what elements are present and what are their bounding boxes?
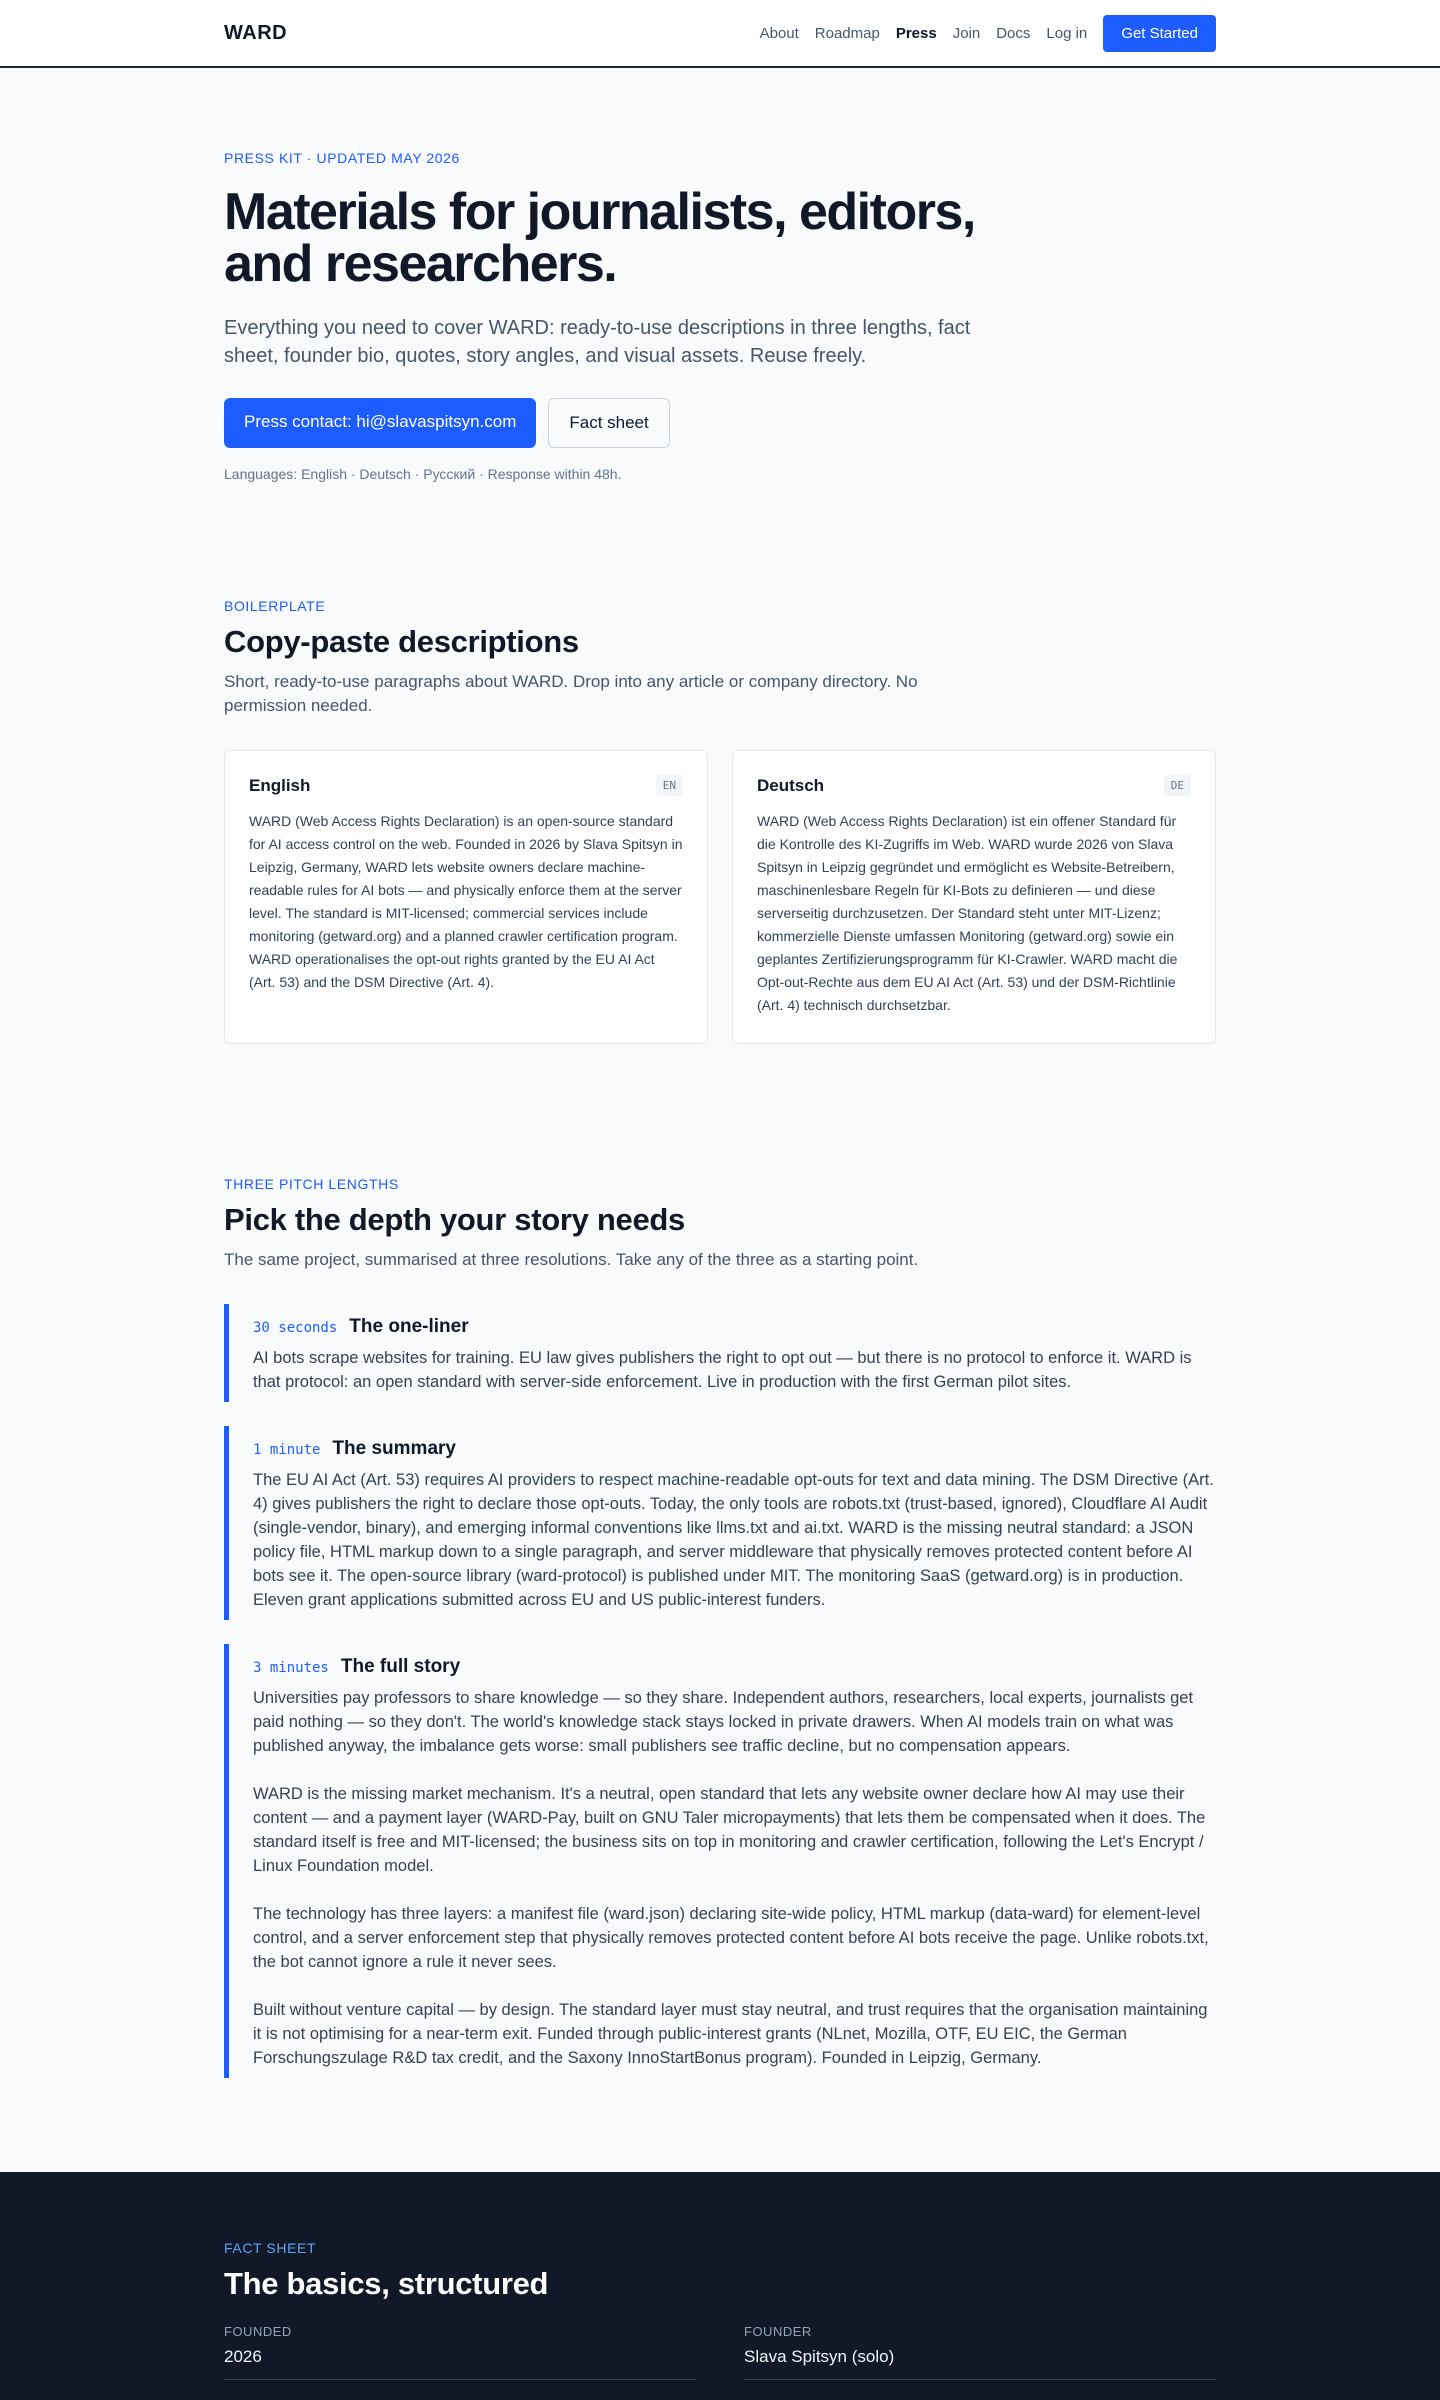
- description-card-deutsch: [732, 750, 1216, 1044]
- card-body[interactable]: WARD (Web Access Rights Declaration) is an open-source standard for AI access control on the web. Founded in 2026 by Slava Spitsyn in Leipzig, Germany, WARD lets website owners declare machine-readable rules for AI bots — and physically enforce them at the server level. The standard is MIT-licensed; commercial services include monitoring (getward.org) and a planned crawler certification program. WARD operationalises the opt-out rights granted by the EU AI Act (Art. 53) and the DSM Directive (Art. 4).: [249, 813, 683, 990]
- nav-links: [760, 15, 1216, 52]
- pitch-paragraph: AI bots scrape websites for training. EU law gives publishers the right to opt out — but there is no protocol to enforce it. WARD is that protocol: an open standard with server-side enforcement. Live in production with the first German pilot sites.: [253, 1349, 1192, 1391]
- pitch-header: [253, 1656, 1216, 1678]
- fact-sheet-section: [0, 2172, 1440, 2400]
- pitch-one-liner: [224, 1304, 1216, 1402]
- card-body[interactable]: WARD (Web Access Rights Declaration) ist ein offener Standard für die Kontrolle des KI-Zugriffs im Web. WARD wurde 2026 von Slava Spitsyn in Leipzig gegründet und ermöglicht es Website-Betreibern, maschinenlesbare Regeln für KI-Bots zu definieren — und diese serverseitig durchzusetzen. Der Standard steht unter MIT-Lizenz; kommerzielle Dienste umfassen Monitoring (getward.org) sowie ein geplantes Zertifizierungsprogramm für KI-Crawler. WARD macht die Opt-out-Rechte aus dem EU AI Act (Art. 53) und der DSM-Richtlinie (Art. 4) technisch durchsetzbar.: [757, 813, 1178, 1013]
- facts-eyebrow: FACT SHEET: [224, 2240, 317, 2256]
- description-cards: [224, 750, 1216, 1044]
- press-contact-button[interactable]: Press contact: hi@slavaspitsyn.com: [224, 398, 536, 448]
- boilerplate-title: Copy-paste descriptions: [224, 624, 579, 659]
- hero-subtitle: Everything you need to cover WARD: ready-to-use descriptions in three lengths, fact sheet, founder bio, quotes, story angles, and visual assets. Reuse freely.: [224, 317, 971, 367]
- fact-label: FOUNDED: [224, 2324, 292, 2339]
- pitch-paragraph: Built without venture capital — by design. The standard layer must stay neutral, and trust requires that the organisation maintaining it is not optimising for a near-term exit. Funded through public-interest grants (NLnet, Mozilla, OTF, EU EIC, the German Forschungszulage R&D tax credit, and the Saxony InnoStartBonus program). Founded in Leipzig, Germany.: [253, 2001, 1208, 2067]
- pitch-paragraph: Universities pay professors to share knowledge — so they share. Independent authors, researchers, local experts, journalists get paid nothing — so they don't. The world's knowledge stack stays locked in private drawers. When AI models train on what was published anyway, the imbalance gets worse: small publishers see traffic decline, but no compensation appears.: [253, 1689, 1194, 1755]
- pitch-full-story: [224, 1644, 1216, 2078]
- boilerplate-subtitle: Short, ready-to-use paragraphs about WARD. Drop into any article or company directory. No permission needed.: [224, 672, 918, 715]
- fact-sheet-button[interactable]: Fact sheet: [548, 398, 669, 448]
- hero-container: [224, 150, 1216, 482]
- pitch-item-title: The full story: [340, 1656, 461, 1677]
- pitch-text: [253, 1346, 1216, 1394]
- description-card-english: [224, 750, 708, 1044]
- boilerplate-container: [224, 598, 1216, 1044]
- nav-container: [224, 0, 1216, 66]
- card-title: English: [249, 775, 311, 795]
- facts-container: [224, 2240, 1216, 2380]
- hero-actions: [224, 398, 1216, 448]
- pitch-duration: 3 minutes: [253, 1660, 329, 1676]
- fact-value: Slava Spitsyn (solo): [744, 2347, 895, 2366]
- nav-link-docs[interactable]: Docs: [996, 24, 1031, 42]
- languages-note: Languages: English · Deutsch · Русский · Response within 48h.: [224, 466, 622, 482]
- top-navigation: [0, 0, 1440, 68]
- logo[interactable]: WARD: [224, 21, 288, 44]
- pitch-title: Pick the depth your story needs: [224, 1202, 685, 1237]
- pitch-paragraph: The technology has three layers: a manifest file (ward.json) declaring site-wide policy, HTML markup (data-ward) for element-level control, and a server enforcement step that physically removes protected content before AI bots receive the page. Unlike robots.txt, the bot cannot ignore a rule it never sees.: [253, 1905, 1209, 1971]
- page-title: Materials for journalists, editors, and researchers.: [224, 183, 975, 293]
- pitch-duration: 30 seconds: [253, 1320, 338, 1336]
- hero-eyebrow: PRESS KIT · UPDATED MAY 2026: [224, 150, 460, 166]
- fact-grid: [224, 2324, 1216, 2380]
- pitch-paragraph: WARD is the missing market mechanism. It's a neutral, open standard that lets any website owner declare how AI may use their content — and a payment layer (WARD-Pay, built on GNU Taler micropayments) that lets them be compensated when it does. The standard itself is free and MIT-licensed; the business sits on top in monitoring and crawler certification, following the Let's Encrypt / Linux Foundation model.: [253, 1785, 1206, 1875]
- fact-value: 2026: [224, 2347, 262, 2366]
- nav-link-press[interactable]: Press: [895, 24, 937, 42]
- facts-title: The basics, structured: [224, 2266, 549, 2301]
- nav-link-login[interactable]: Log in: [1046, 24, 1088, 42]
- fact-label: FOUNDER: [744, 2324, 812, 2339]
- pitch-text: [253, 1686, 1216, 2070]
- pitch-eyebrow: THREE PITCH LENGTHS: [224, 1176, 399, 1192]
- pitch-header: [253, 1438, 1216, 1460]
- nav-link-about[interactable]: About: [759, 24, 799, 42]
- card-header: [757, 775, 1191, 796]
- fact-founded: [224, 2324, 696, 2380]
- nav-link-roadmap[interactable]: Roadmap: [814, 24, 880, 42]
- pitch-summary: [224, 1426, 1216, 1620]
- boilerplate-section: [0, 598, 1440, 1176]
- pitch-lengths-section: [0, 1176, 1440, 2172]
- language-badge: DE: [1164, 775, 1191, 796]
- hero-section: [0, 68, 1440, 598]
- pitch-item-title: The one-liner: [349, 1316, 469, 1337]
- language-badge: EN: [656, 775, 683, 796]
- pitch-paragraph: The EU AI Act (Art. 53) requires AI providers to respect machine-readable opt-outs for text and data mining. The DSM Directive (Art. 4) gives publishers the right to declare those opt-outs. Today, the only tools are robots.txt (trust-based, ignored), Cloudflare AI Audit (single-vendor, binary), and emerging informal conventions like llms.txt and ai.txt. WARD is the missing neutral standard: a JSON policy file, HTML markup down to a single paragraph, and server middleware that physically removes protected content before AI bots see it. The open-source library (ward-protocol) is published under MIT. The monitoring SaaS (getward.org) is in production. Eleven grant applications submitted across EU and US public-interest funders.: [253, 1471, 1214, 1609]
- fact-founder: [744, 2324, 1216, 2380]
- card-title: Deutsch: [757, 775, 825, 795]
- pitch-header: [253, 1316, 1216, 1338]
- pitch-item-title: The summary: [332, 1438, 456, 1459]
- boilerplate-eyebrow: BOILERPLATE: [224, 598, 326, 614]
- nav-link-join[interactable]: Join: [952, 24, 981, 42]
- pitch-subtitle: The same project, summarised at three resolutions. Take any of the three as a starting point.: [224, 1250, 919, 1269]
- card-header: [249, 775, 683, 796]
- pitch-duration: 1 minute: [253, 1442, 321, 1458]
- get-started-button[interactable]: Get Started: [1103, 15, 1216, 52]
- pitch-container: [224, 1176, 1216, 2078]
- pitch-text: [253, 1468, 1216, 1612]
